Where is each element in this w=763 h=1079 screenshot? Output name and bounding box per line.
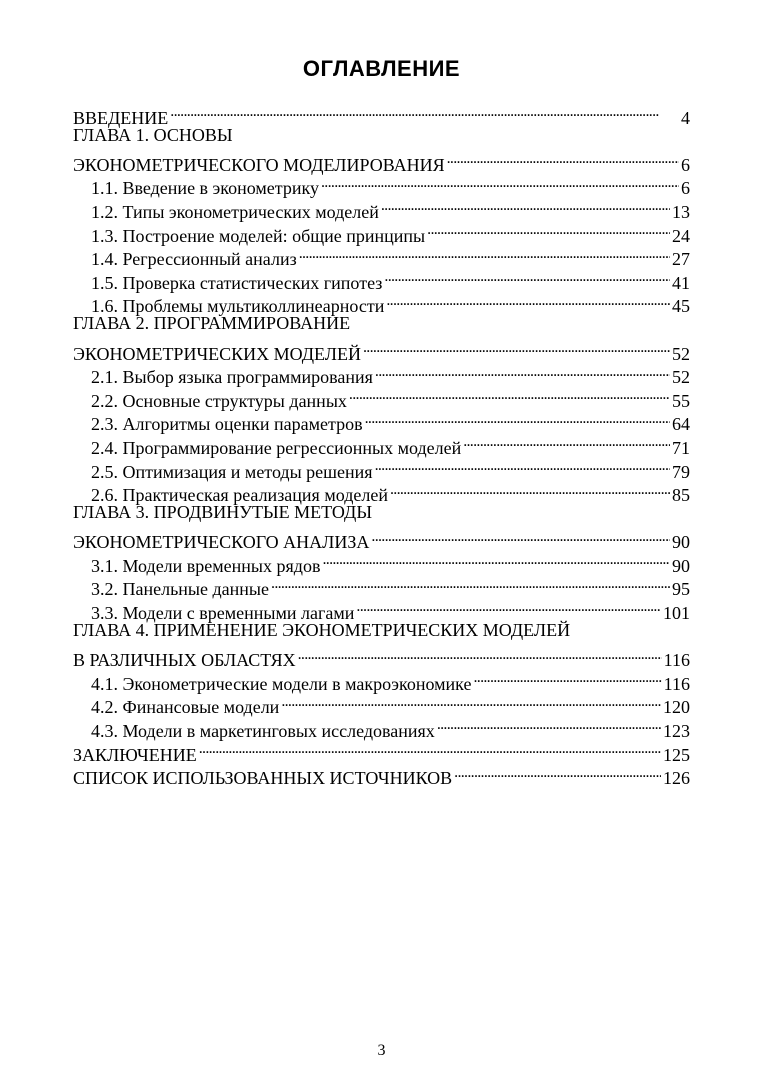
toc-entry[interactable]: [73, 336, 690, 364]
toc-entry-page: 24: [672, 225, 690, 246]
toc-leader-dots: [437, 713, 661, 737]
toc-entry-page: 85: [672, 485, 690, 506]
toc-leader-dots: [349, 383, 670, 407]
toc-entry-label: 1.4. Регрессионный анализ: [91, 249, 297, 270]
toc-entry-label: ЭКОНОМЕТРИЧЕСКОГО МОДЕЛИРОВАНИЯ: [73, 154, 445, 175]
toc-entry-label: ЗАКЛЮЧЕНИЕ: [73, 744, 197, 765]
toc-entry-label: 1.2. Типы эконометрических моделей: [91, 201, 379, 222]
toc-entry-page: 55: [672, 390, 690, 411]
toc-entry-page: 13: [672, 201, 690, 222]
toc-entry-page: 101: [663, 603, 690, 624]
toc-entry-page: 123: [663, 721, 690, 742]
toc-leader-dots: [384, 265, 670, 289]
toc-leader-dots: [375, 360, 670, 384]
toc-entry-page: 116: [663, 673, 690, 694]
toc-entry-label: 1.6. Проблемы мультиколлинеарности: [91, 296, 385, 317]
table-of-contents: [73, 100, 690, 789]
toc-entry-page: 41: [672, 272, 690, 293]
toc-leader-dots: [381, 194, 670, 218]
toc-entry-page: 64: [672, 414, 690, 435]
toc-leader-dots: [356, 595, 661, 619]
toc-entry-page: 71: [672, 437, 690, 458]
toc-entry-label: СПИСОК ИСПОЛЬЗОВАННЫХ ИСТОЧНИКОВ: [73, 768, 453, 789]
toc-entry-page: 27: [672, 249, 690, 270]
toc-entry-label: 3.2. Панельные данные: [91, 579, 270, 600]
toc-leader-dots: [386, 289, 670, 313]
toc-entry-label: 2.2. Основные структуры данных: [91, 390, 347, 411]
toc-leader-dots: [321, 171, 679, 195]
toc-leader-dots: [454, 761, 661, 785]
toc-entry[interactable]: [73, 100, 690, 128]
toc-entry-label: ГЛАВА 2. ПРОГРАММИРОВАНИЕ: [73, 313, 351, 334]
toc-entry[interactable]: [73, 619, 690, 643]
toc-entry-label: ГЛАВА 3. ПРОДВИНУТЫЕ МЕТОДЫ: [73, 502, 373, 523]
toc-entry-page: 126: [663, 768, 690, 789]
page-number: 3: [377, 1042, 386, 1059]
toc-leader-dots: [427, 218, 670, 242]
toc-entry-label: 2.1. Выбор языка программирования: [91, 367, 373, 388]
toc-leader-dots: [281, 690, 661, 714]
toc-leader-dots: [390, 478, 670, 502]
toc-entry-label: В РАЗЛИЧНЫХ ОБЛАСТЯХ: [73, 650, 296, 671]
toc-leader-dots: [170, 100, 679, 124]
toc-entry-page: 4: [681, 107, 690, 128]
toc-leader-dots: [365, 407, 670, 431]
toc-entry-label: 4.2. Финансовые модели: [91, 697, 280, 718]
toc-entry-label: 3.3. Модели с временными лагами: [91, 603, 355, 624]
toc-entry-label: 1.1. Введение в эконометрику: [91, 178, 319, 199]
toc-entry-page: 90: [672, 555, 690, 576]
toc-leader-dots: [322, 548, 670, 572]
toc-entry-page: 90: [672, 532, 690, 553]
toc-entry[interactable]: [73, 643, 690, 671]
toc-entry-label: 2.3. Алгоритмы оценки параметров: [91, 414, 363, 435]
toc-entry-label: 4.1. Эконометрические модели в макроэкономике: [91, 673, 472, 694]
toc-entry[interactable]: [73, 525, 690, 553]
toc-entry-label: 4.3. Модели в маркетинговых исследованиях: [91, 721, 435, 742]
toc-leader-dots: [299, 242, 670, 266]
toc-entry-page: 52: [672, 343, 690, 364]
toc-leader-dots: [463, 430, 670, 454]
toc-entry-page: 125: [663, 744, 690, 765]
toc-entry-page: 52: [672, 367, 690, 388]
toc-leader-dots: [473, 666, 661, 690]
toc-leader-dots: [199, 737, 661, 761]
toc-entry-page: 45: [672, 296, 690, 317]
toc-entry-label: 2.5. Оптимизация и методы решения: [91, 461, 373, 482]
toc-entry[interactable]: [73, 124, 690, 148]
toc-entry-label: 2.4. Программирование регрессионных моделей: [91, 437, 462, 458]
toc-entry-page: 6: [681, 178, 690, 199]
toc-entry-page: 116: [663, 650, 690, 671]
toc-leader-dots: [363, 336, 670, 360]
toc-entry-label: ВВЕДЕНИЕ: [73, 107, 169, 128]
toc-entry[interactable]: [73, 147, 690, 175]
toc-entry-label: 3.1. Модели временных рядов: [91, 555, 321, 576]
page-title: ОГЛАВЛЕНИЕ: [302, 56, 461, 81]
toc-entry-page: 120: [663, 697, 690, 718]
toc-leader-dots: [447, 147, 679, 171]
toc-leader-dots: [371, 525, 670, 549]
toc-entry-page: 95: [672, 579, 690, 600]
toc-entry-label: ЭКОНОМЕТРИЧЕСКИХ МОДЕЛЕЙ: [73, 343, 361, 364]
toc-entry-label: 1.3. Построение моделей: общие принципы: [91, 225, 426, 246]
toc-entry-label: ГЛАВА 1. ОСНОВЫ: [73, 124, 233, 145]
toc-entry-label: ГЛАВА 4. ПРИМЕНЕНИЕ ЭКОНОМЕТРИЧЕСКИХ МОДЕЛЕЙ: [73, 620, 571, 641]
toc-entry-label: 2.6. Практическая реализация моделей: [91, 485, 388, 506]
toc-entry-page: 6: [681, 154, 690, 175]
toc-entry-page: 79: [672, 461, 690, 482]
toc-leader-dots: [271, 572, 670, 596]
toc-entry-label: 1.5. Проверка статистических гипотез: [91, 272, 383, 293]
toc-leader-dots: [298, 643, 662, 667]
toc-entry-label: ЭКОНОМЕТРИЧЕСКОГО АНАЛИЗА: [73, 532, 370, 553]
toc-leader-dots: [375, 454, 670, 478]
